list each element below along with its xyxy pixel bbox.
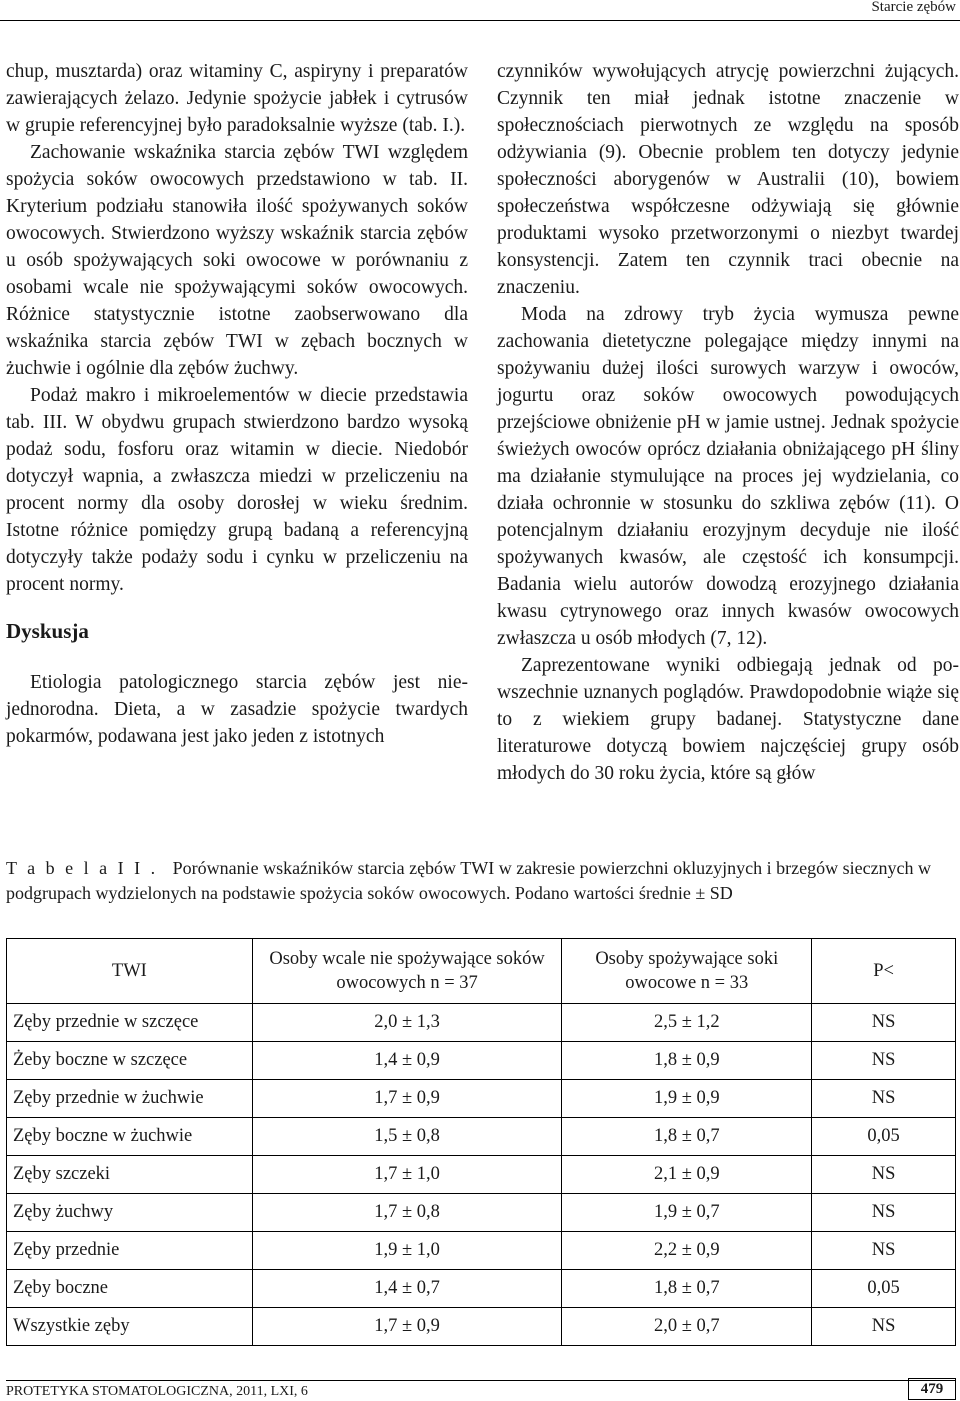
row-label: Zęby przednie w żuchwie xyxy=(7,1080,253,1118)
right-column xyxy=(497,58,959,787)
p-value: NS xyxy=(812,1194,956,1232)
table-row xyxy=(7,1042,956,1080)
table-label: T a b e l a I I . xyxy=(6,858,159,878)
body-paragraph: Zaprezentowane wyniki odbiegają jednak od powszechnie uznanych poglądów. Prawdopodobnie wiąże się to z wiekiem grupy badanej. Statystyczne dane literaturowe dotyczą bowiem najczęściej grupy osób młodych do 30 roku życia, które są głów xyxy=(497,655,959,784)
consumers-value: 1,8 ± 0,7 xyxy=(562,1118,812,1156)
row-label: Zęby boczne xyxy=(7,1270,253,1308)
consumers-value: 1,9 ± 0,9 xyxy=(562,1080,812,1118)
non-consumers-value: 1,7 ± 0,9 xyxy=(252,1080,562,1118)
table-row xyxy=(7,1232,956,1270)
row-label: Zęby szczeki xyxy=(7,1156,253,1194)
row-label: Zęby przednie w szczęce xyxy=(7,1004,253,1042)
body-paragraph: Podaż makro i mikroelementów w diecie przedstawia tab. III. W obydwu grupach stwierdzono bardzo wysoką podaż sodu, fosforu oraz witamin w diecie. Niedobór dotyczył wapnia, a zwłaszcza miedzi w przeliczeniu na procent normy dla osoby dorosłej w wieku średnim. Istotne różnice pomiędzy grupą badaną a referencyjną dotyczyły także podaży sodu i cynku w przeliczeniu na procent normy. xyxy=(6,385,468,595)
p-value: NS xyxy=(812,1232,956,1270)
page-number: 479 xyxy=(908,1378,956,1400)
non-consumers-value: 1,5 ± 0,8 xyxy=(252,1118,562,1156)
table-header-row xyxy=(7,939,956,1004)
section-heading: Dyskusja xyxy=(6,619,89,643)
body-paragraph: czynników wywołujących atrycję powierzchni żujących. Czynnik ten miał jednak istotne znaczenie w społecznościach pierwotnych ze względu na sposób odżywiania (9). Obecnie problem ten dotyczy jedynie społeczności aborygenów w Australii (10), bowiem społeczeństwa współczesne odżywiają się głównie produktami wysoko przetworzonymi o niezbyt twardej konsystencji. Zatem ten czynnik traci obecnie na znaczeniu. xyxy=(497,61,959,298)
column-header-twi: TWI xyxy=(7,939,253,1004)
table-row xyxy=(7,1194,956,1232)
consumers-value: 1,8 ± 0,7 xyxy=(562,1270,812,1308)
consumers-value: 2,5 ± 1,2 xyxy=(562,1004,812,1042)
left-column xyxy=(6,58,468,750)
body-paragraph: Zachowanie wskaźnika starcia zębów TWI względem spożycia soków owocowych przedstawiono w tab. II. Kryterium podziału stanowiła ilość spożywanych soków owocowych. Stwierdzono wyższy wskaźnik starcia zębów u osób spożywających soki owocowe w porównaniu z osobami wcale nie spożywającymi soków owocowych. Różnice statystycznie istotne zaobserwowano dla wskaźnika starcia zębów TWI w zębach bocznych w żuchwie i ogólnie dla zębów żuchwy. xyxy=(6,142,468,379)
row-label: Zęby boczne w żuchwie xyxy=(7,1118,253,1156)
non-consumers-value: 1,4 ± 0,9 xyxy=(252,1042,562,1080)
consumers-value: 2,1 ± 0,9 xyxy=(562,1156,812,1194)
p-value: 0,05 xyxy=(812,1270,956,1308)
running-header xyxy=(0,0,960,21)
consumers-value: 2,0 ± 0,7 xyxy=(562,1308,812,1346)
table-row xyxy=(7,1270,956,1308)
row-label: Wszystkie zęby xyxy=(7,1308,253,1346)
p-value: NS xyxy=(812,1042,956,1080)
journal-citation: PROTETYKA STOMATOLOGICZNA, 2011, LXI, 6 xyxy=(6,1384,308,1399)
row-label: Zęby żuchwy xyxy=(7,1194,253,1232)
table-row xyxy=(7,1308,956,1346)
row-label: Żeby boczne w szczęce xyxy=(7,1042,253,1080)
non-consumers-value: 1,7 ± 1,0 xyxy=(252,1156,562,1194)
table-row xyxy=(7,1004,956,1042)
body-paragraph: Etiologia patologicznego starcia zębów jest niejednorodna. Dieta, a w zasadzie spożycie twardych pokarmów, podawana jest jako jeden z istotnych xyxy=(6,672,468,747)
consumers-value: 1,8 ± 0,9 xyxy=(562,1042,812,1080)
consumers-value: 1,9 ± 0,7 xyxy=(562,1194,812,1232)
row-label: Zęby przednie xyxy=(7,1232,253,1270)
table-caption-text: Porównanie wskaźników starcia zębów TWI w zakresie powierzchni okluzyjnych i brzegów siecznych w podgrupach wydzielonych na podstawie spożycia soków owocowych. Podano wartości średnie ± SD xyxy=(6,858,932,903)
non-consumers-value: 1,4 ± 0,7 xyxy=(252,1270,562,1308)
p-value: 0,05 xyxy=(812,1118,956,1156)
table-row xyxy=(7,1156,956,1194)
table-row xyxy=(7,1080,956,1118)
column-header-p-value: P< xyxy=(812,939,956,1004)
body-paragraph: chup, musztarda) oraz witaminy C, aspiryny i preparatów zawierających żelazo. Jedynie spożycie jabłek i cytrusów w grupie referencyjnej było paradoksalnie wyższe (tab. I.). xyxy=(6,61,468,136)
page-footer xyxy=(6,1380,956,1401)
column-header-non-consumers: Osoby wcale nie spożywające soków owocowych n = 37 xyxy=(252,939,562,1004)
column-header-consumers: Osoby spożywające soki owocowe n = 33 xyxy=(562,939,812,1004)
non-consumers-value: 1,9 ± 1,0 xyxy=(252,1232,562,1270)
p-value: NS xyxy=(812,1308,956,1346)
table-row xyxy=(7,1118,956,1156)
p-value: NS xyxy=(812,1156,956,1194)
twi-comparison-table xyxy=(6,938,956,1346)
p-value: NS xyxy=(812,1080,956,1118)
body-paragraph: Moda na zdrowy tryb życia wymusza pewne zachowania dietetyczne polegające między innymi na spożywaniu dużej ilości surowych warzyw i owoców, jogurtu oraz soków owocowych powodujących przejściowe obniżenie pH w jamie ustnej. Jednak spożycie świeżych owoców oprócz działania obniżającego pH śliny ma działanie stymulujące na proces jej wydzielania, co działa ochronnie w stosunku do szkliwa zębów (11). O potencjalnym działaniu erozyjnym decyduje nie ilość spożywanych kwasów, ale częstość ich konsumpcji. Badania wielu autorów dowodzą erozyjnego działania kwasu cytrynowego oraz innych kwasów owocowych zwłaszcza u osób młodych (7, 12). xyxy=(497,304,959,649)
table-caption xyxy=(6,856,936,906)
consumers-value: 2,2 ± 0,9 xyxy=(562,1232,812,1270)
non-consumers-value: 2,0 ± 1,3 xyxy=(252,1004,562,1042)
non-consumers-value: 1,7 ± 0,9 xyxy=(252,1308,562,1346)
p-value: NS xyxy=(812,1004,956,1042)
running-title: Starcie zębów xyxy=(871,0,956,15)
non-consumers-value: 1,7 ± 0,8 xyxy=(252,1194,562,1232)
